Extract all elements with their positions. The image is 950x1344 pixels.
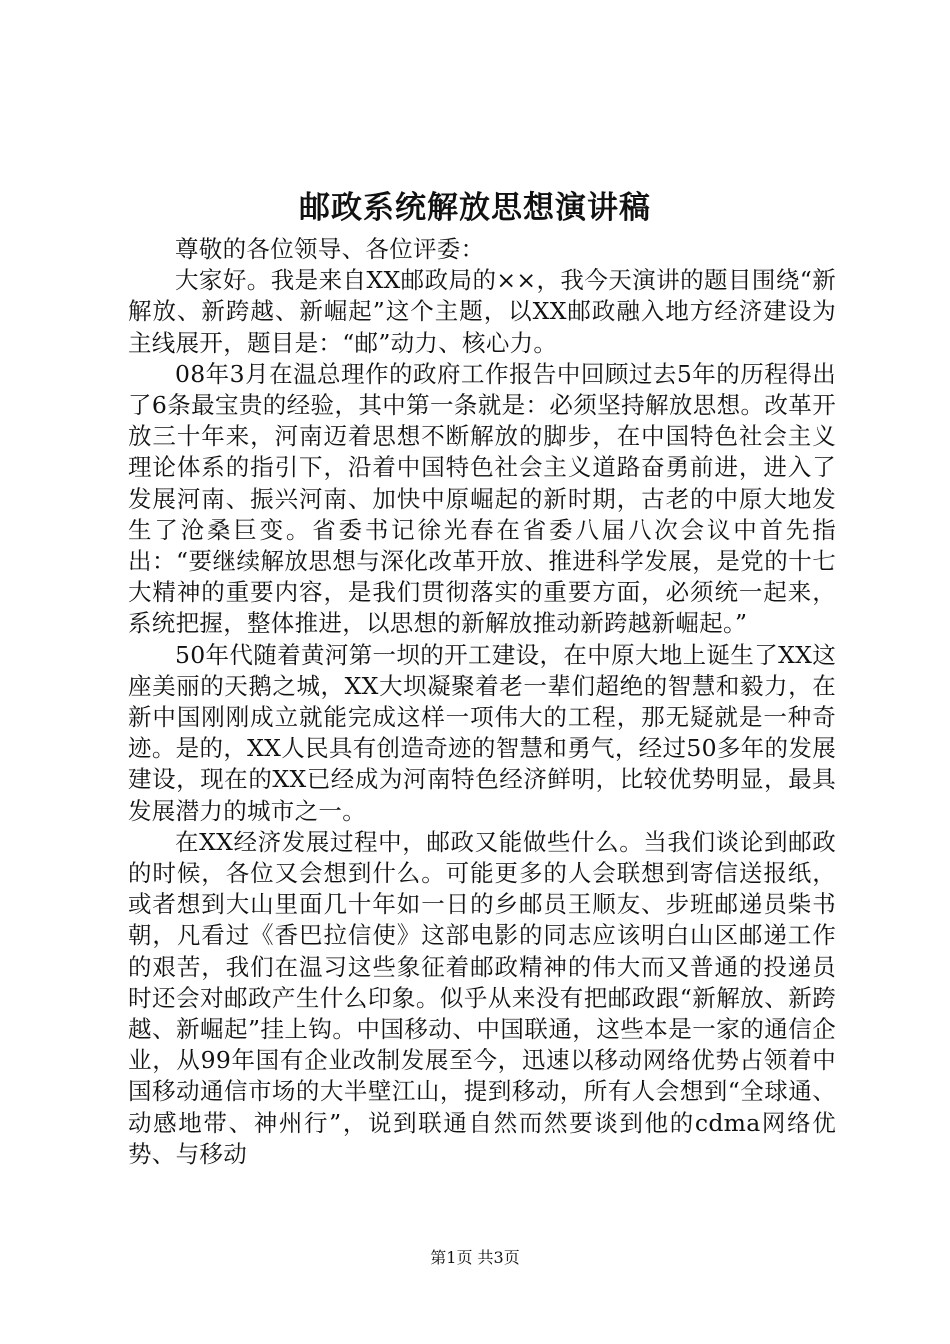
document-body <box>128 234 836 1170</box>
document-title: 邮政系统解放思想演讲稿 <box>299 190 651 226</box>
body-paragraph: 50年代随着黄河第一坝的开工建设，在中原大地上诞生了XX这座美丽的天鹅之城，XX大坝凝聚着老一辈们超绝的智慧和毅力，在新中国刚刚成立就能完成这样一项伟大的工程，那无疑就是一种奇迹。是的，XX人民具有创造奇迹的智慧和勇气，经过50多年的发展建设，现在的XX已经成为河南特色经济鲜明，比较优势明显，最具发展潜力的城市之一。 <box>128 640 836 825</box>
page-number-footer: 第1页 共3页 <box>430 1248 520 1267</box>
body-paragraph: 大家好。我是来自XX邮政局的××，我今天演讲的题目围绕“新解放、新跨越、新崛起”这个主题，以XX邮政融入地方经济建设为主线展开，题目是：“邮”动力、核心力。 <box>128 266 836 357</box>
body-paragraph: 在XX经济发展过程中，邮政又能做些什么。当我们谈论到邮政的时候，各位又会想到什么。可能更多的人会联想到寄信送报纸，或者想到大山里面几十年如一日的乡邮员王顺友、步班邮递员柴书朝，凡看过《香巴拉信使》这部电影的同志应该明白山区邮递工作的艰苦，我们在温习这些象征着邮政精神的伟大而又普通的投递员时还会对邮政产生什么印象。似乎从来没有把邮政跟“新解放、新跨越、新崛起”挂上钩。中国移动、中国联通，这些本是一家的通信企业，从99年国有企业改制发展至今，迅速以移动网络优势占领着中国移动通信市场的大半壁江山，提到移动，所有人会想到“全球通、动感地带、神州行”，说到联通自然而然要谈到他的cdma网络优势、与移动 <box>128 827 836 1168</box>
body-paragraph: 08年3月在温总理作的政府工作报告中回顾过去5年的历程得出了6条最宝贵的经验，其中第一条就是：必须坚持解放思想。改革开放三十年来，河南迈着思想不断解放的脚步，在中国特色社会主义理论体系的指引下，沿着中国特色社会主义道路奋勇前进，进入了发展河南、振兴河南、加快中原崛起的新时期，古老的中原大地发生了沧桑巨变。省委书记徐光春在省委八届八次会议中首先指出：“要继续解放思想与深化改革开放、推进科学发展，是党的十七大精神的重要内容，是我们贯彻落实的重要方面，必须统一起来，系统把握，整体推进，以思想的新解放推动新跨越新崛起。” <box>128 359 836 638</box>
salutation-paragraph: 尊敬的各位领导、各位评委： <box>175 235 485 263</box>
